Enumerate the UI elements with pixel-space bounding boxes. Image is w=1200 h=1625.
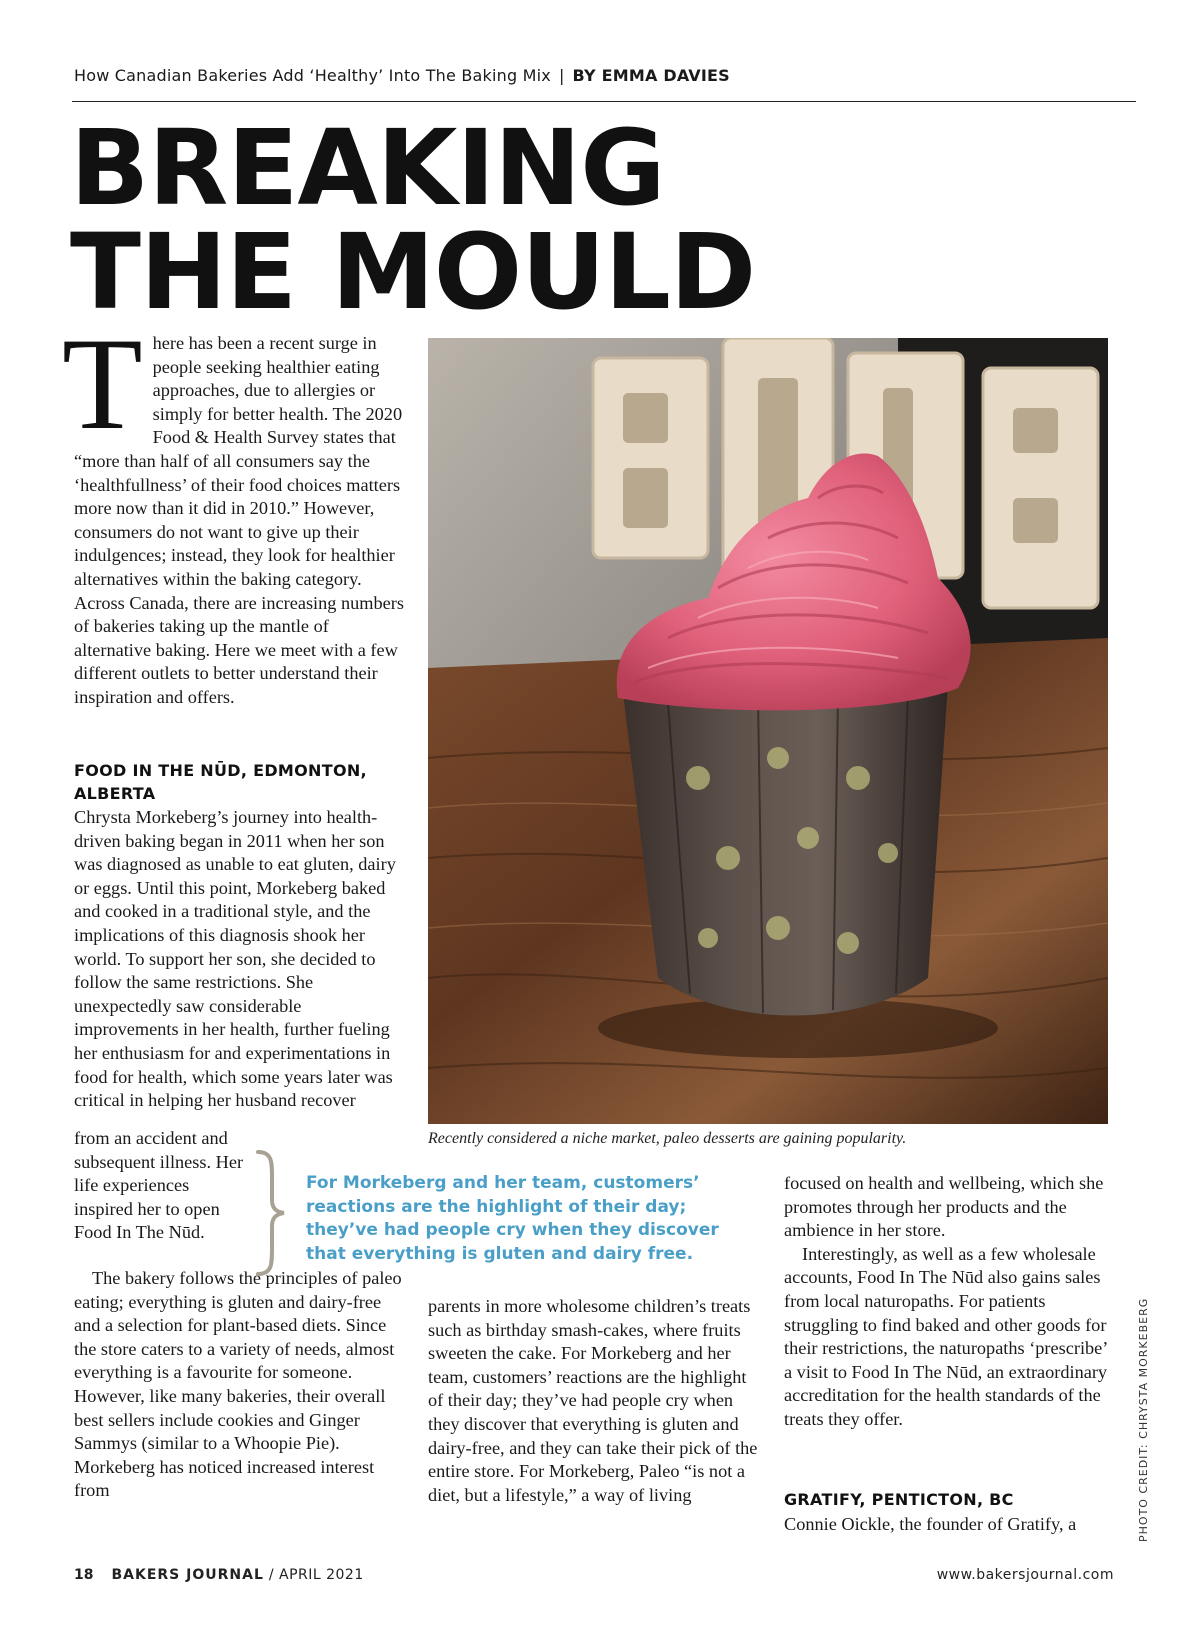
header-divider xyxy=(72,101,1136,102)
headline-line-2: THE MOULD xyxy=(70,211,756,333)
pull-quote: For Morkeberg and her team, customers’ reactions are the highlight of their day; they’ve had people cry when they discover that everything is gluten and dairy free. xyxy=(306,1173,719,1264)
headline-line-1: BREAKING xyxy=(70,107,665,229)
body-column-3-top xyxy=(784,1172,1118,1432)
body-paragraph: parents in more wholesome children’s treats such as birthday smash-cakes, where fruits sweeten the cake. For Morkeberg and her team, customers’ reactions are the highlight of their day; they’ve had people cry when they discover that everything is gluten and dairy-free, and they can take their pick of the entire store. For Morkeberg, Paleo “is not a diet, but a lifestyle,” a way of living xyxy=(428,1296,758,1505)
section-heading-food-in-the-nud: FOOD IN THE NŪD, EDMONTON, ALBERTA xyxy=(74,761,367,803)
issue-date: / APRIL 2021 xyxy=(263,1567,364,1583)
article-strapline xyxy=(74,66,1134,85)
photo-credit: PHOTO CREDIT: CHRYSTA MORKEBERG xyxy=(1137,1297,1150,1542)
website-link[interactable]: www.bakersjournal.com xyxy=(936,1567,1114,1583)
body-column-1-narrow xyxy=(74,1127,244,1245)
intro-paragraph: here has been a recent surge in people seeking healthier eating approaches, due to allergies or simply for better health. The 2020 Food & Health Survey states that “more than half of all consumers say the ‘healthfullness’ of their food choices matters more now than it did in 2010.” However, consumers do not want to give up their indulgences; instead, they look for healthier alternatives within the baking category. Across Canada, there are increasing numbers of bakeries taking up the mantle of alternative baking. Here we meet with a few different outlets to better understand their inspiration and offers. xyxy=(74,333,404,707)
page-number: 18 xyxy=(74,1567,94,1583)
pull-quote-brace-icon xyxy=(250,1148,290,1278)
body-paragraph: The bakery follows the principles of paleo eating; everything is gluten and dairy-free and a selection for plant-based diets. Since the store caters to a variety of needs, almost everything is a favourite for someone. However, like many bakeries, their overall best sellers include cookies and Ginger Sammys (similar to a Whoopie Pie). Morkeberg has noticed increased interest from xyxy=(74,1268,402,1501)
body-column-3-bottom xyxy=(784,1513,1118,1537)
publication-name: BAKERS JOURNAL xyxy=(111,1567,264,1583)
body-column-1-middle xyxy=(74,806,410,1113)
body-column-1-bottom xyxy=(74,1267,410,1503)
author-byline: BY EMMA DAVIES xyxy=(572,66,730,85)
page-footer xyxy=(74,1567,364,1583)
intro-paragraph-block xyxy=(62,310,406,710)
strapline-text: How Canadian Bakeries Add ‘Healthy’ Into The Baking Mix xyxy=(74,66,551,85)
body-column-2 xyxy=(428,1295,762,1507)
body-paragraph: from an accident and subsequent illness. Her life experiences inspired her to open Food In The Nūd. xyxy=(74,1128,244,1243)
article-headline xyxy=(70,107,756,333)
strapline-separator: | xyxy=(558,66,565,85)
pull-quote-brace-glyph: } xyxy=(250,1148,251,1149)
section-heading-gratify: GRATIFY, PENTICTON, BC xyxy=(784,1490,1014,1509)
drop-cap: T xyxy=(62,310,143,457)
body-paragraph: Connie Oickle, the founder of Gratify, a xyxy=(784,1514,1077,1534)
body-paragraph: focused on health and wellbeing, which she promotes through her products and the ambience in her store. xyxy=(784,1173,1104,1241)
cupcake-photo xyxy=(428,338,1108,1124)
photo-caption: Recently considered a niche market, paleo desserts are gaining popularity. xyxy=(428,1130,907,1147)
body-paragraph: Chrysta Morkeberg’s journey into health-driven baking began in 2011 when her son was diagnosed as unable to eat gluten, dairy or eggs. Until this point, Morkeberg baked and cooked in a traditional style, and the implications of this diagnosis shook her world. To support her son, she decided to follow the same restrictions. She unexpectedly saw considerable improvements in her health, further fueling her enthusiasm for and experimentations in food for health, which some years later was critical in helping her husband recover xyxy=(74,807,396,1111)
body-paragraph: Interestingly, as well as a few wholesale accounts, Food In The Nūd also gains sales from local naturopaths. For patients struggling to find baked and other goods for their restrictions, the naturopaths ‘prescribe’ a visit to Food In The Nūd, an extraordinary accreditation for the health standards of the treats they offer. xyxy=(784,1243,1108,1429)
